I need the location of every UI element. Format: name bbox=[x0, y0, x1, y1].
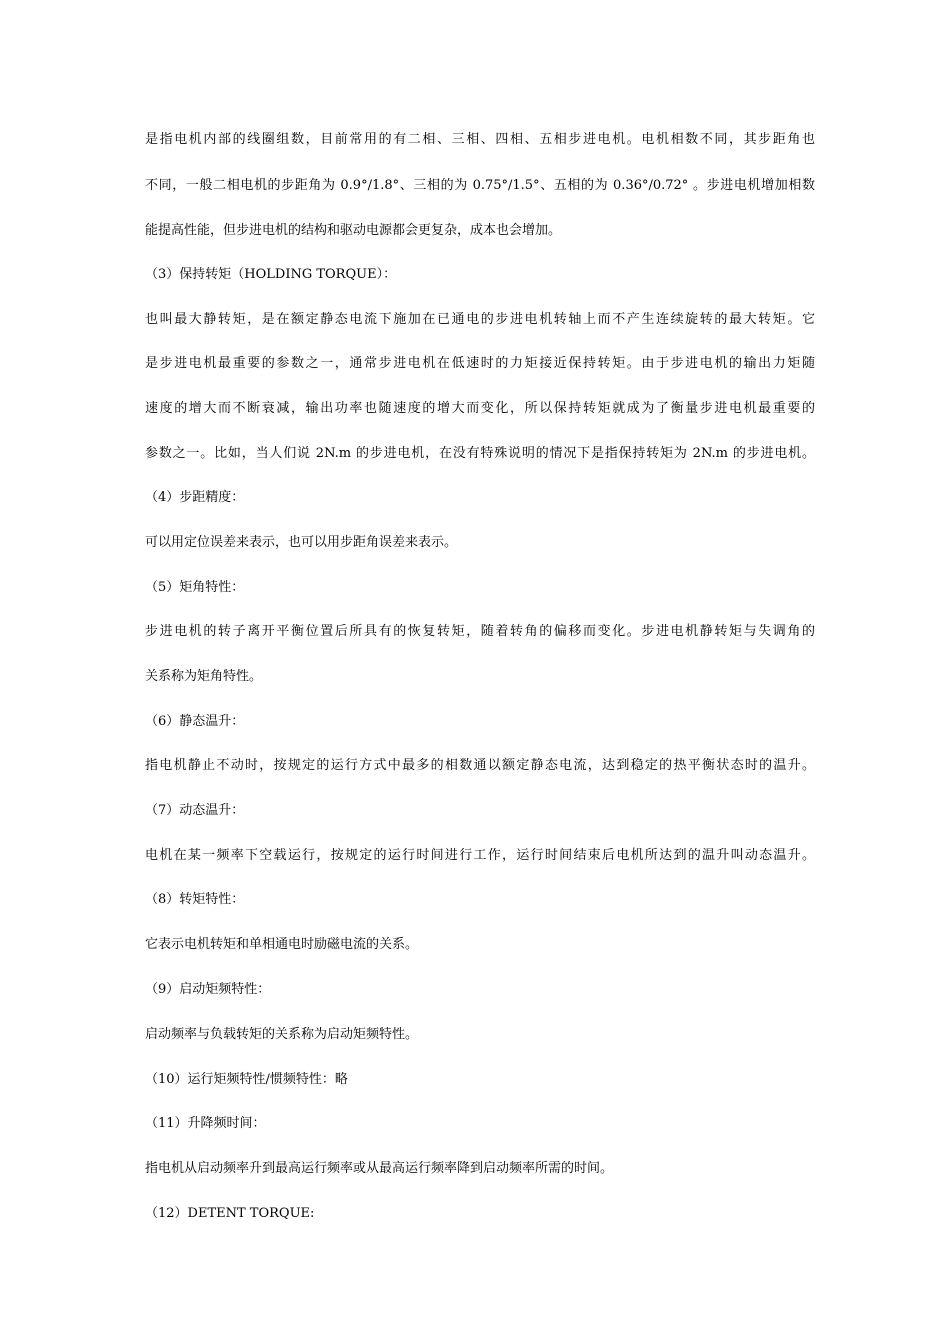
paragraph-line: 它表示电机转矩和单相通电时励磁电流的关系。 bbox=[145, 937, 419, 952]
paragraph-line: 速度的增大而不断衰减，输出功率也随速度的增大而变化，所以保持转矩就成为了衡量步进电机最重要的 bbox=[145, 401, 815, 416]
section-heading: （9）启动矩频特性： bbox=[145, 982, 271, 997]
paragraph-line: 能提高性能，但步进电机的结构和驱动电源都会更复杂，成本也会增加。 bbox=[145, 223, 562, 238]
paragraph-line: 指电机静止不动时，按规定的运行方式中最多的相数通以额定静态电流，达到稳定的热平衡状态时的温升。 bbox=[145, 758, 815, 773]
paragraph-line: 是步进电机最重要的参数之一，通常步进电机在低速时的力矩接近保持转矩。由于步进电机的输出力矩随 bbox=[145, 356, 815, 371]
paragraph-line: 也叫最大静转矩，是在额定静态电流下施加在已通电的步进电机转轴上而不产生连续旋转的最大转矩。它 bbox=[145, 312, 815, 327]
paragraph-line: 参数之一。比如，当人们说 2N.m 的步进电机，在没有特殊说明的情况下是指保持转矩为 2N.m 的步进电机。 bbox=[145, 446, 815, 461]
section-heading: （11）升降频时间： bbox=[145, 1116, 266, 1131]
section-heading: （8）转矩特性： bbox=[145, 892, 245, 907]
paragraph-line: 启动频率与负载转矩的关系称为启动矩频特性。 bbox=[145, 1027, 419, 1042]
paragraph-line: 指电机从启动频率升到最高运行频率或从最高运行频率降到启动频率所需的时间。 bbox=[145, 1161, 614, 1176]
paragraph-line: 不同，一般二相电机的步距角为 0.9°/1.8°、三相的为 0.75°/1.5°、五相的为 0.36°/0.72° 。步进电机增加相数 bbox=[145, 178, 815, 193]
section-heading: （7）动态温升： bbox=[145, 803, 245, 818]
section-heading: （10）运行矩频特性/惯频特性：略 bbox=[145, 1072, 348, 1087]
section-heading: （6）静态温升： bbox=[145, 714, 245, 729]
paragraph-line: 电机在某一频率下空载运行，按规定的运行时间进行工作，运行时间结束后电机所达到的温升叫动态温升。 bbox=[145, 848, 815, 863]
paragraph-line: 步进电机的转子离开平衡位置后所具有的恢复转矩，随着转角的偏移而变化。步进电机静转矩与失调角的 bbox=[145, 624, 815, 639]
paragraph-line: 关系称为矩角特性。 bbox=[145, 669, 263, 684]
section-heading: （4）步距精度： bbox=[145, 490, 245, 505]
paragraph-line: 可以用定位误差来表示，也可以用步距角误差来表示。 bbox=[145, 535, 458, 550]
section-heading: （3）保持转矩（HOLDING TORQUE）： bbox=[145, 267, 397, 282]
section-heading: （5）矩角特性： bbox=[145, 580, 245, 595]
paragraph-line: 是指电机内部的线圈组数，目前常用的有二相、三相、四相、五相步进电机。电机相数不同，其步距角也 bbox=[145, 132, 815, 147]
section-heading: （12）DETENT TORQUE: bbox=[145, 1206, 315, 1221]
